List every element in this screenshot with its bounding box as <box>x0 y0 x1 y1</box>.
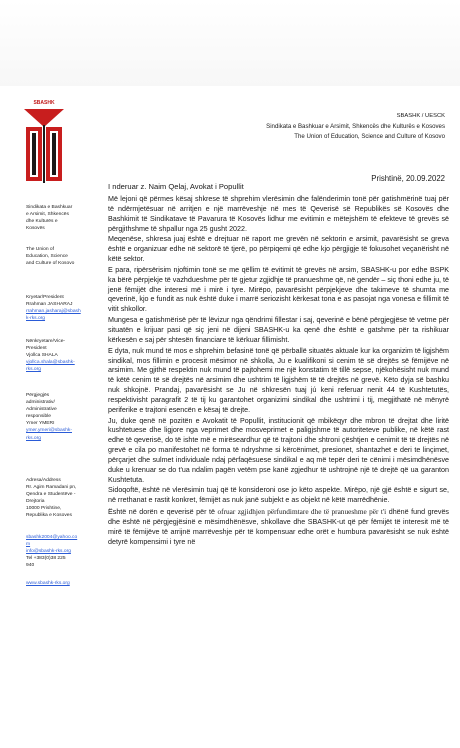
sidebar-administrator <box>26 392 90 442</box>
paragraph: E dyta, nuk mund të mos e shprehim befasinë tonë që përballë situatës aktuale kur ka organizim të ligjshëm sindikal, mos fillimin e procesit mësimor në shkolla, Ju e kualifikoni si cenim të së drejtës së fëmijëve në arsimim. Me gjithë respektin nuk mund të pajtohemi me një konstatim të tillë sepse, njëkohësisht nuk mund të këtë cenim të së drejtës në arsimim dhe ushtrim të ligjshëm të të drejtës në grevë. Këto dyja së bashku nuk shkojnë. Prandaj, pavarësisht se Ju në shkresën tuaj jú keni referuar nenit 44 të Kushtetutës, respektivisht paragrafit 2 të tij ku garantohet organizimi sindikal dhe ushtrimi i tij, megjithatë në mënyrë periferike e trajtoni esencën e kësaj të drejte. <box>108 346 449 414</box>
sidebar-line: Vjollca SHALA <box>26 353 58 359</box>
yahoo-email-link[interactable]: sbashk2004@yahoo.co <box>26 535 78 540</box>
paragraph: Më lejoni që përmes kësaj shkrese të shprehim vlerësimin dhe falënderimin tonë për gatishmërinë tuaj për të ndërmjetësuar në arritjen e një marrëveshje në mes të Qeverisë së Republikës së Kosovës dhe Bashkimit të Sindikatave të Pavarura të Kosovës lidhur me evitimin e mëtejshëm të efekteve të grevës së përgjithshme të shpallur nga 25 gusht 2022. <box>108 195 449 233</box>
sidebar-line: The Union of <box>26 247 55 252</box>
sidebar-line: administrativ/ <box>26 400 55 406</box>
sidebar-line: Sindikata e Bashkuar <box>26 205 73 210</box>
letter-body <box>108 182 449 549</box>
top-margin-band <box>0 0 460 86</box>
info-email-link[interactable]: info@sbashk-rks.org <box>26 549 71 555</box>
website-link[interactable]: www.sbashk-rks.org <box>26 581 70 586</box>
sidebar-contact <box>26 534 90 569</box>
sidebar-president <box>26 294 90 322</box>
vice-president-email-link-cont[interactable]: rks.org <box>26 367 41 373</box>
sidebar-line: Republika e Kosoves <box>26 513 72 519</box>
sidebar-org-en <box>26 246 90 267</box>
sidebar-line: and Culture of Kosovo <box>26 261 75 267</box>
sidebar-line: e Arsimit, Shkencës <box>26 212 69 218</box>
letter-date: Prishtinë, 20.09.2022 <box>371 174 445 183</box>
sidebar-line: Administrative <box>26 407 57 413</box>
sidebar-org-sq <box>26 204 90 232</box>
paragraph: Ju, duke qenë në pozitën e Avokatit të Popullit, institucionit që mbikëqyr dhe mbron të drejtat dhe liritë kushtetuese dhe ligjore nga veprimet dhe mosveprimet e paligjshme të autoriteteve publike, në këtë rast edhe të qeverisë, do të ishte më e mirëseardhur që të trajtoni dhe shtroni çështjen e cenimit të të drejtës në grevë e cila po manifestohet në forma të ndryshme si kërcënimet, presionet, shantazhet e deri te linçimet, përçarjet dhe sulmet individuale ndaj përfaqësuese sindikal e aq më tepër deri te cënimi i mësimdhënësve duke u krenuar se do t'ua ndalim pagën vetëm pse kanë zgjedhur të ushtrojnë një të drejtë që ua garanton Kushtetuta. <box>108 416 449 484</box>
paragraph-text: Është në dorën e qeverisë për të <box>108 508 218 517</box>
paragraph: Sidoqoftë, është në vlerësimin tuaj që të konsideroni ose jo këto aspekte. Mirëpo, një gjë është e sigurt se, në rrethanat e rastit konkret, fëmijët as nuk janë subjekt e as objekt në këtë marrëdhënie. <box>108 486 449 505</box>
letterhead <box>110 111 445 143</box>
sidebar-line: Përgjegjës <box>26 393 50 398</box>
sidebar-line: Rrahman JASHARAJ <box>26 302 73 308</box>
sidebar-line: responsible <box>26 414 52 420</box>
sidebar-address <box>26 477 90 520</box>
paragraph-last <box>108 507 449 547</box>
sidebar-line: Education, Science <box>26 254 68 260</box>
letterhead-acronym: SBASHK / UESCK <box>396 113 445 119</box>
sidebar-tel: Tel +383(0)38 225 <box>26 556 66 562</box>
sbashk-logo <box>22 97 66 183</box>
sidebar-line: Rr. Agim Ramadani pn, <box>26 485 77 491</box>
administrator-email-link[interactable]: ymer.ymeri@sbashk- <box>26 428 72 434</box>
letterhead-name-en: The Union of Education, Science and Culture of Kosovo <box>294 133 445 141</box>
administrator-email-link-cont[interactable]: rks.org <box>26 435 41 441</box>
president-email-link-cont[interactable]: k-rks.org <box>26 316 46 322</box>
paragraph-text-serif: ofruar zgjidhjen përfundimtare dhe të pranueshme për t'i <box>217 507 387 517</box>
sidebar-vice-president <box>26 338 90 373</box>
paragraph-text: dhënë fund grevës dhe është në përgjegjësinë e mësimdhënësve, shkollave dhe SBASHK-ut që për fëmijët të interesit më të mirë të fëmijëve të arrijnë marrëveshje për të kompensuar edhe orët e humbura pavarësisht se nuk është detyrë kompensimi i tyre në <box>108 508 450 546</box>
sidebar-line: Drejtoria <box>26 499 45 505</box>
yahoo-email-link-cont[interactable]: m <box>26 542 31 548</box>
paragraph: Mungesa e gatishmërisë për të lëvizur nga qëndrimi fillestar i saj, qeverinë e bënë përgjegjëse të vetme për situatën e krijuar pasi që siç jeni në dijeni SBASHK-u ka qenë dhe është e gatshme për ta rishikuar kërkesën e saj për shtesën financiare të kërkuar fillimisht. <box>108 316 449 344</box>
sidebar-line: Nënkryetare/Vice- <box>26 339 66 344</box>
sidebar-line: President <box>26 346 47 352</box>
sidebar-line: Kryetar/President <box>26 295 64 300</box>
addressee: I nderuar z. Naim Qelaj, Avokat i Popullit <box>108 182 244 191</box>
sidebar-line: Ymer YMERI <box>26 421 55 427</box>
paragraph: Meqenëse, shkresa juaj është e drejtuar në raport me grevën në sektorin e arsimit, pavarësisht se greva është e organizuar edhe në sektorë të tjerë, po përpiqemi që edhe kjo përgjigje të fokusohet veçanërisht në këtë sektor. <box>108 235 449 264</box>
paragraph: E para, ripërsërisim njoftimin tonë se me qëllim të evitimit të grevës në arsim, SBASHK-u por edhe BSPK ka bërë përpjekje të vazhdueshme për të gjetur zgjidhje të pranueshme që, në gendër – siç thoni edhe ju, të jenë fëmijët dhe interesi më i mirë i tyre. Mirëpo, pavarësisht përpjekjeve dhe takimeve të shumta me qeverinë, kjo e fundit as nuk është duke i marrë seriozisht kërkesat tona e as pasojat nga vonesa e fillimit të vitit shkollor. <box>108 265 449 314</box>
president-email-link[interactable]: rrahman.jasharaj@sbash <box>26 309 81 315</box>
sidebar-line: Adresa/Address <box>26 478 61 483</box>
sidebar-line: Qendra e Studentëve - <box>26 492 76 498</box>
sidebar-line: 10000 Prishtine, <box>26 506 62 512</box>
letterhead-name-sq: Sindikata e Bashkuar e Arsimit, Shkencës dhe Kulturës e Kosoves <box>266 122 445 130</box>
sidebar-line: dhe Kulturës e <box>26 219 58 225</box>
vice-president-email-link[interactable]: vjollca.shala@sbashk- <box>26 360 75 366</box>
svg-text:SBASHK: SBASHK <box>33 100 55 106</box>
sidebar-website <box>26 580 90 587</box>
sidebar-tel: 940 <box>26 563 35 569</box>
sidebar-line: Kosovës <box>26 226 45 232</box>
